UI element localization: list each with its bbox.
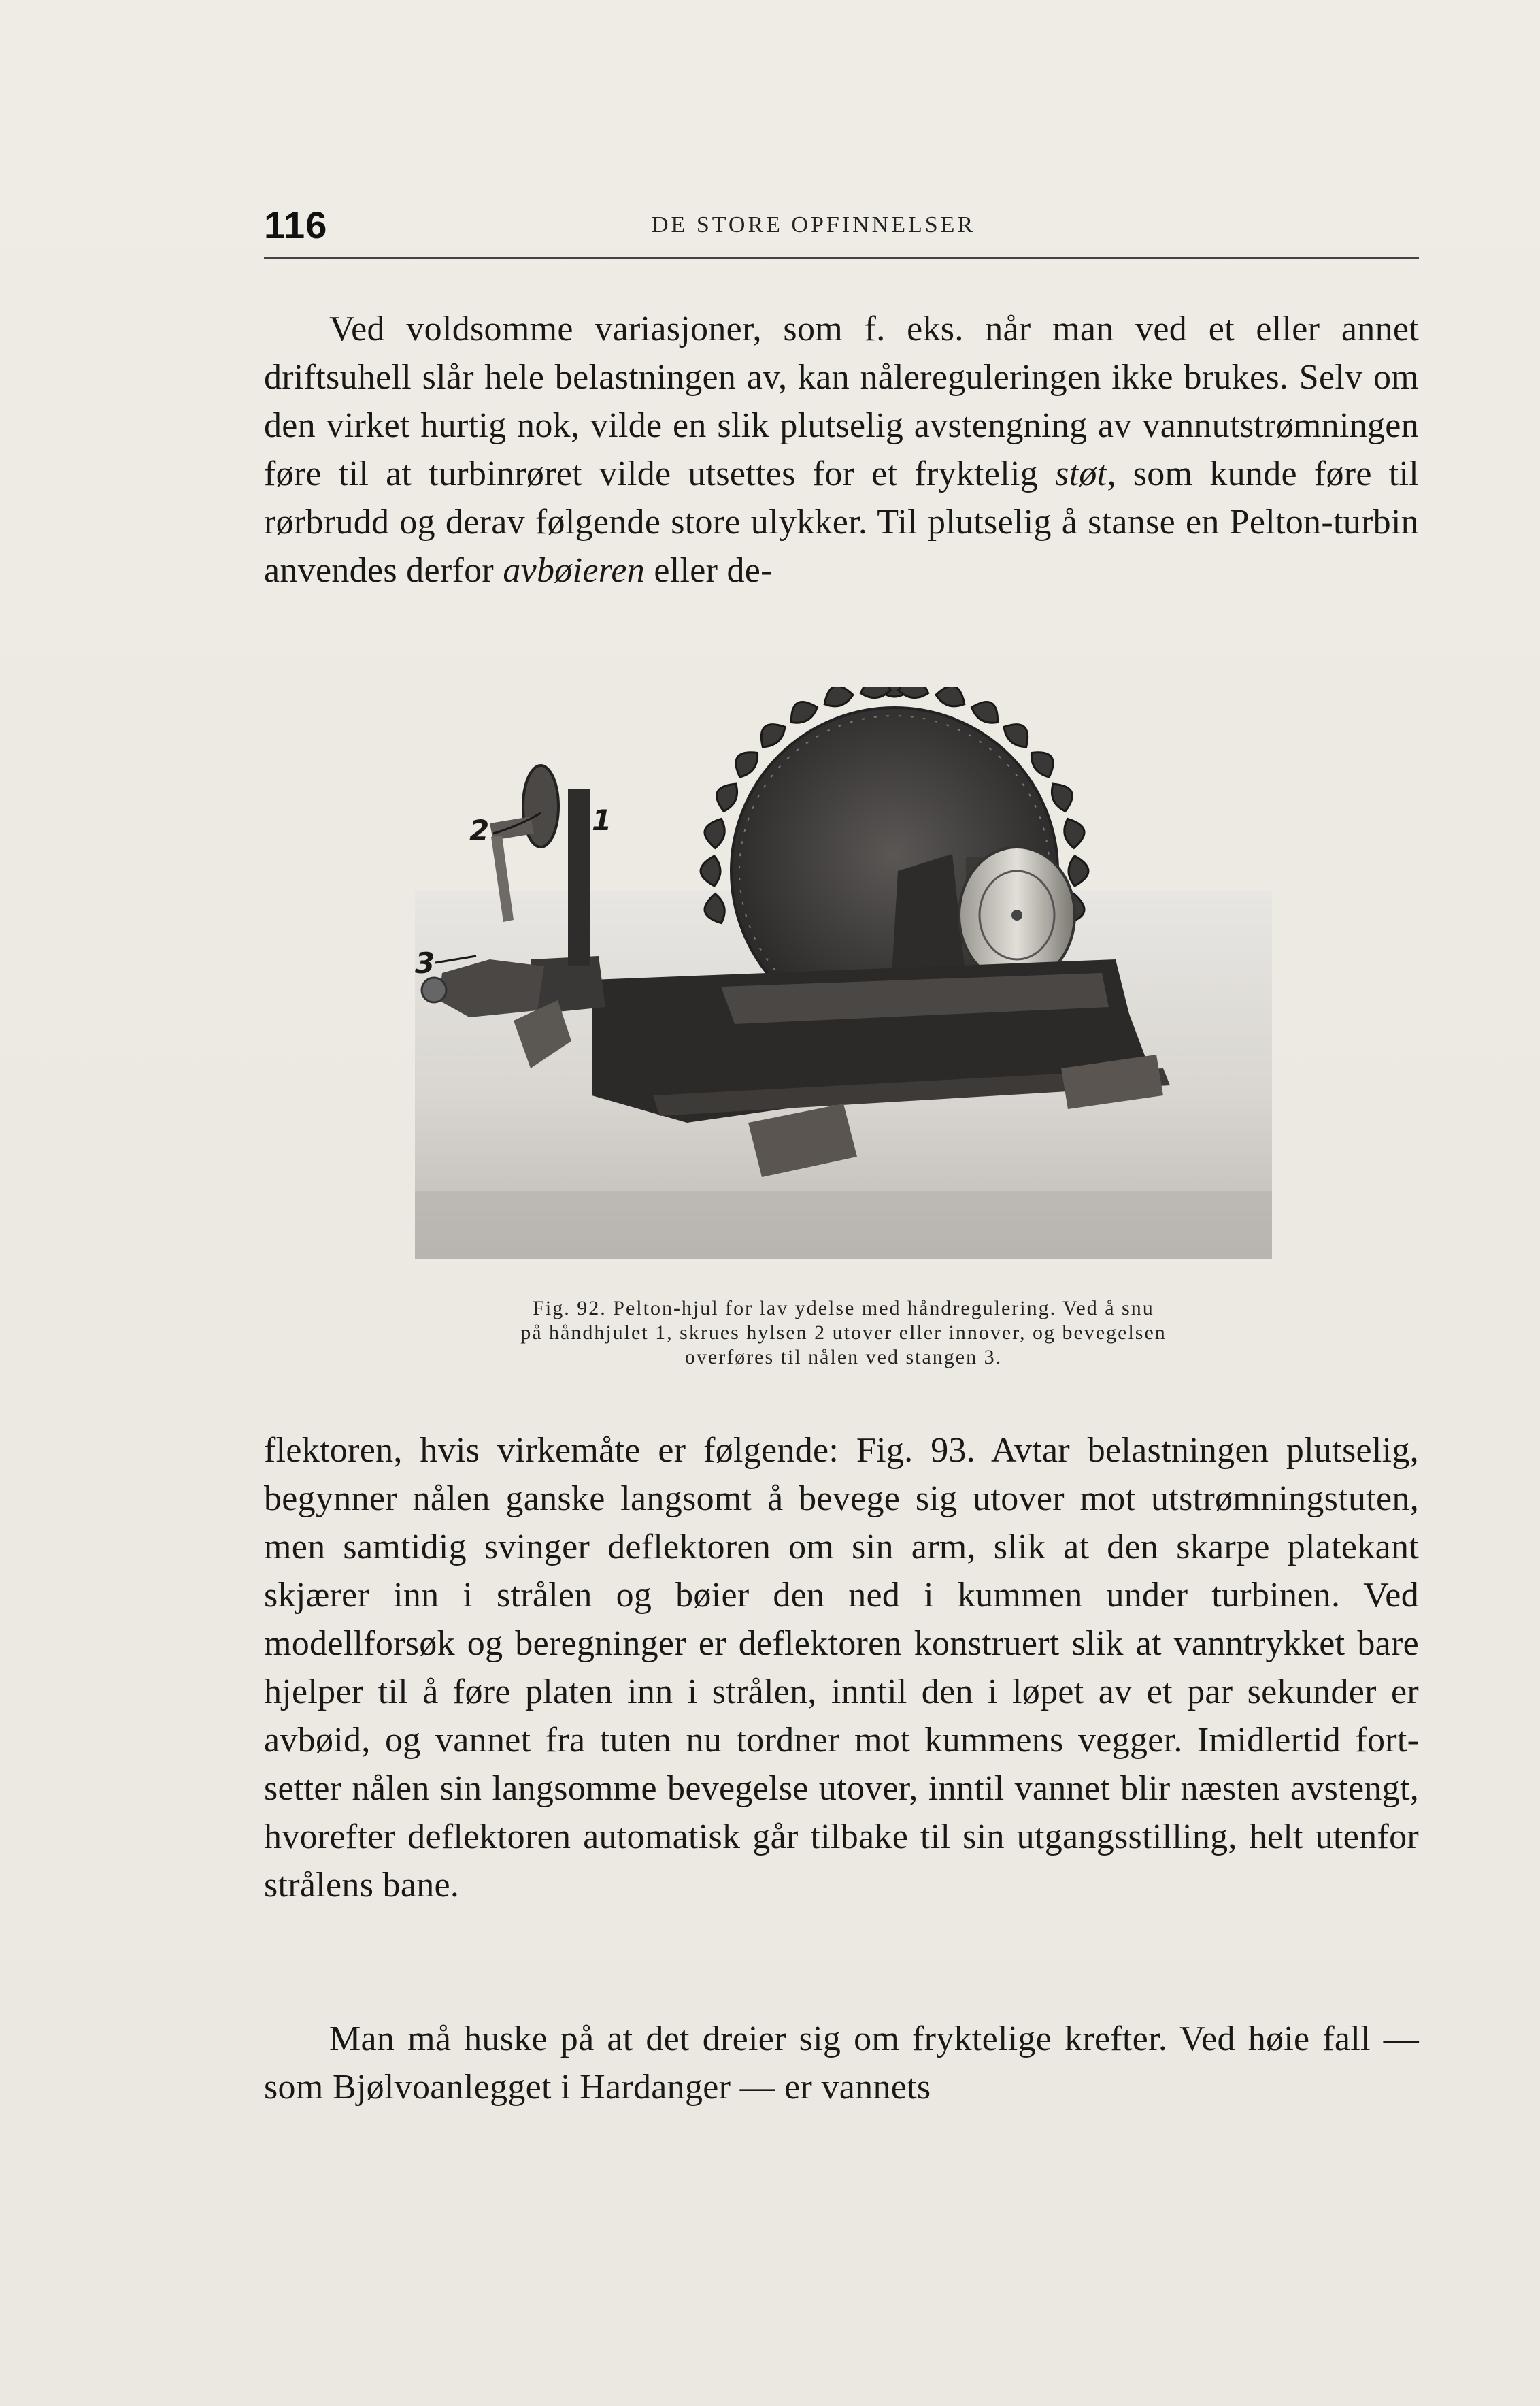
regulator-post — [568, 789, 590, 966]
figure-caption — [381, 1296, 1306, 1370]
paragraph-1 — [264, 305, 1419, 595]
caption-line-2: på håndhjulet 1, skrues hylsen 2 utover eller innover, og bevegelsen — [520, 1321, 1167, 1344]
label-1: 1 — [592, 804, 612, 837]
paragraph-1-emphasis-avboieren: avbøieren — [503, 551, 646, 590]
paragraph-1-emphasis-stot: støt — [1055, 455, 1107, 493]
handwheel — [523, 765, 558, 847]
label-2: 2 — [469, 814, 490, 847]
caption-line-1: Fig. 92. Pelton-hjul for lav ydelse med håndregulering. Ved å snu — [533, 1297, 1154, 1319]
paragraph-1-text-a: Ved voldsomme variasjoner, som f. eks. når man ved et eller annet driftsuhell slår hele belastningen av, kan nålereguleringen ikke brukes. Selv om den virket hurtig nok, vilde en slik plutselig avstengning av vannutstrømningen føre til at turbinrøret vilde utsettes for et fryktelig — [264, 310, 1419, 493]
page-number: 116 — [264, 203, 328, 246]
caption-line-3: overføres til nålen ved stangen 3. — [684, 1346, 1003, 1368]
pelton-wheel-photo — [367, 687, 1320, 1266]
label-3: 3 — [415, 946, 435, 980]
paragraph-1-text-c: eller de- — [645, 551, 773, 590]
header-rule — [264, 257, 1419, 259]
paragraph-2: flektoren, hvis virkemåte er følgende: Fig. 93. Avtar belastningen plutselig, begynner nålen ganske langsomt å bevege sig utover mot utstrømningstuten, men samtidig svinger deflektoren om sin arm, slik at den skarpe platekant skjærer inn i strålen og bøier den ned i kummen under turbinen. Ved modellforsøk og beregninger er deflektoren konstruert slik at vanntrykket bare hjelper til å føre platen inn i strålen, inntil den i løpet av et par sekunder er avbøid, og vannet fra tuten nu tordner mot kummens vegger. Imidlertid fortsetter nålen sin langsomme bevegelse utover, inntil vannet blir næsten avstengt, hvorefter deflektoren automatisk går tilbake til sin utgangsstilling, helt utenfor strålens bane. — [264, 1431, 1419, 1905]
paragraph-3: Man må huske på at det dreier sig om fryktelige krefter. Ved høie fall — som Bjølvoanlegget i Hardanger — er vannets — [264, 2020, 1419, 2107]
running-title: DE STORE OPFINNELSER — [652, 212, 976, 237]
paragraph-1-text-b: , som kunde føre til rørbrudd og derav følgende store ulykker. Til plutselig å stanse en Pelton-turbin anvendes derfor — [264, 455, 1419, 590]
page-header — [264, 203, 1419, 257]
figure-pelton-wheel — [367, 687, 1320, 1266]
